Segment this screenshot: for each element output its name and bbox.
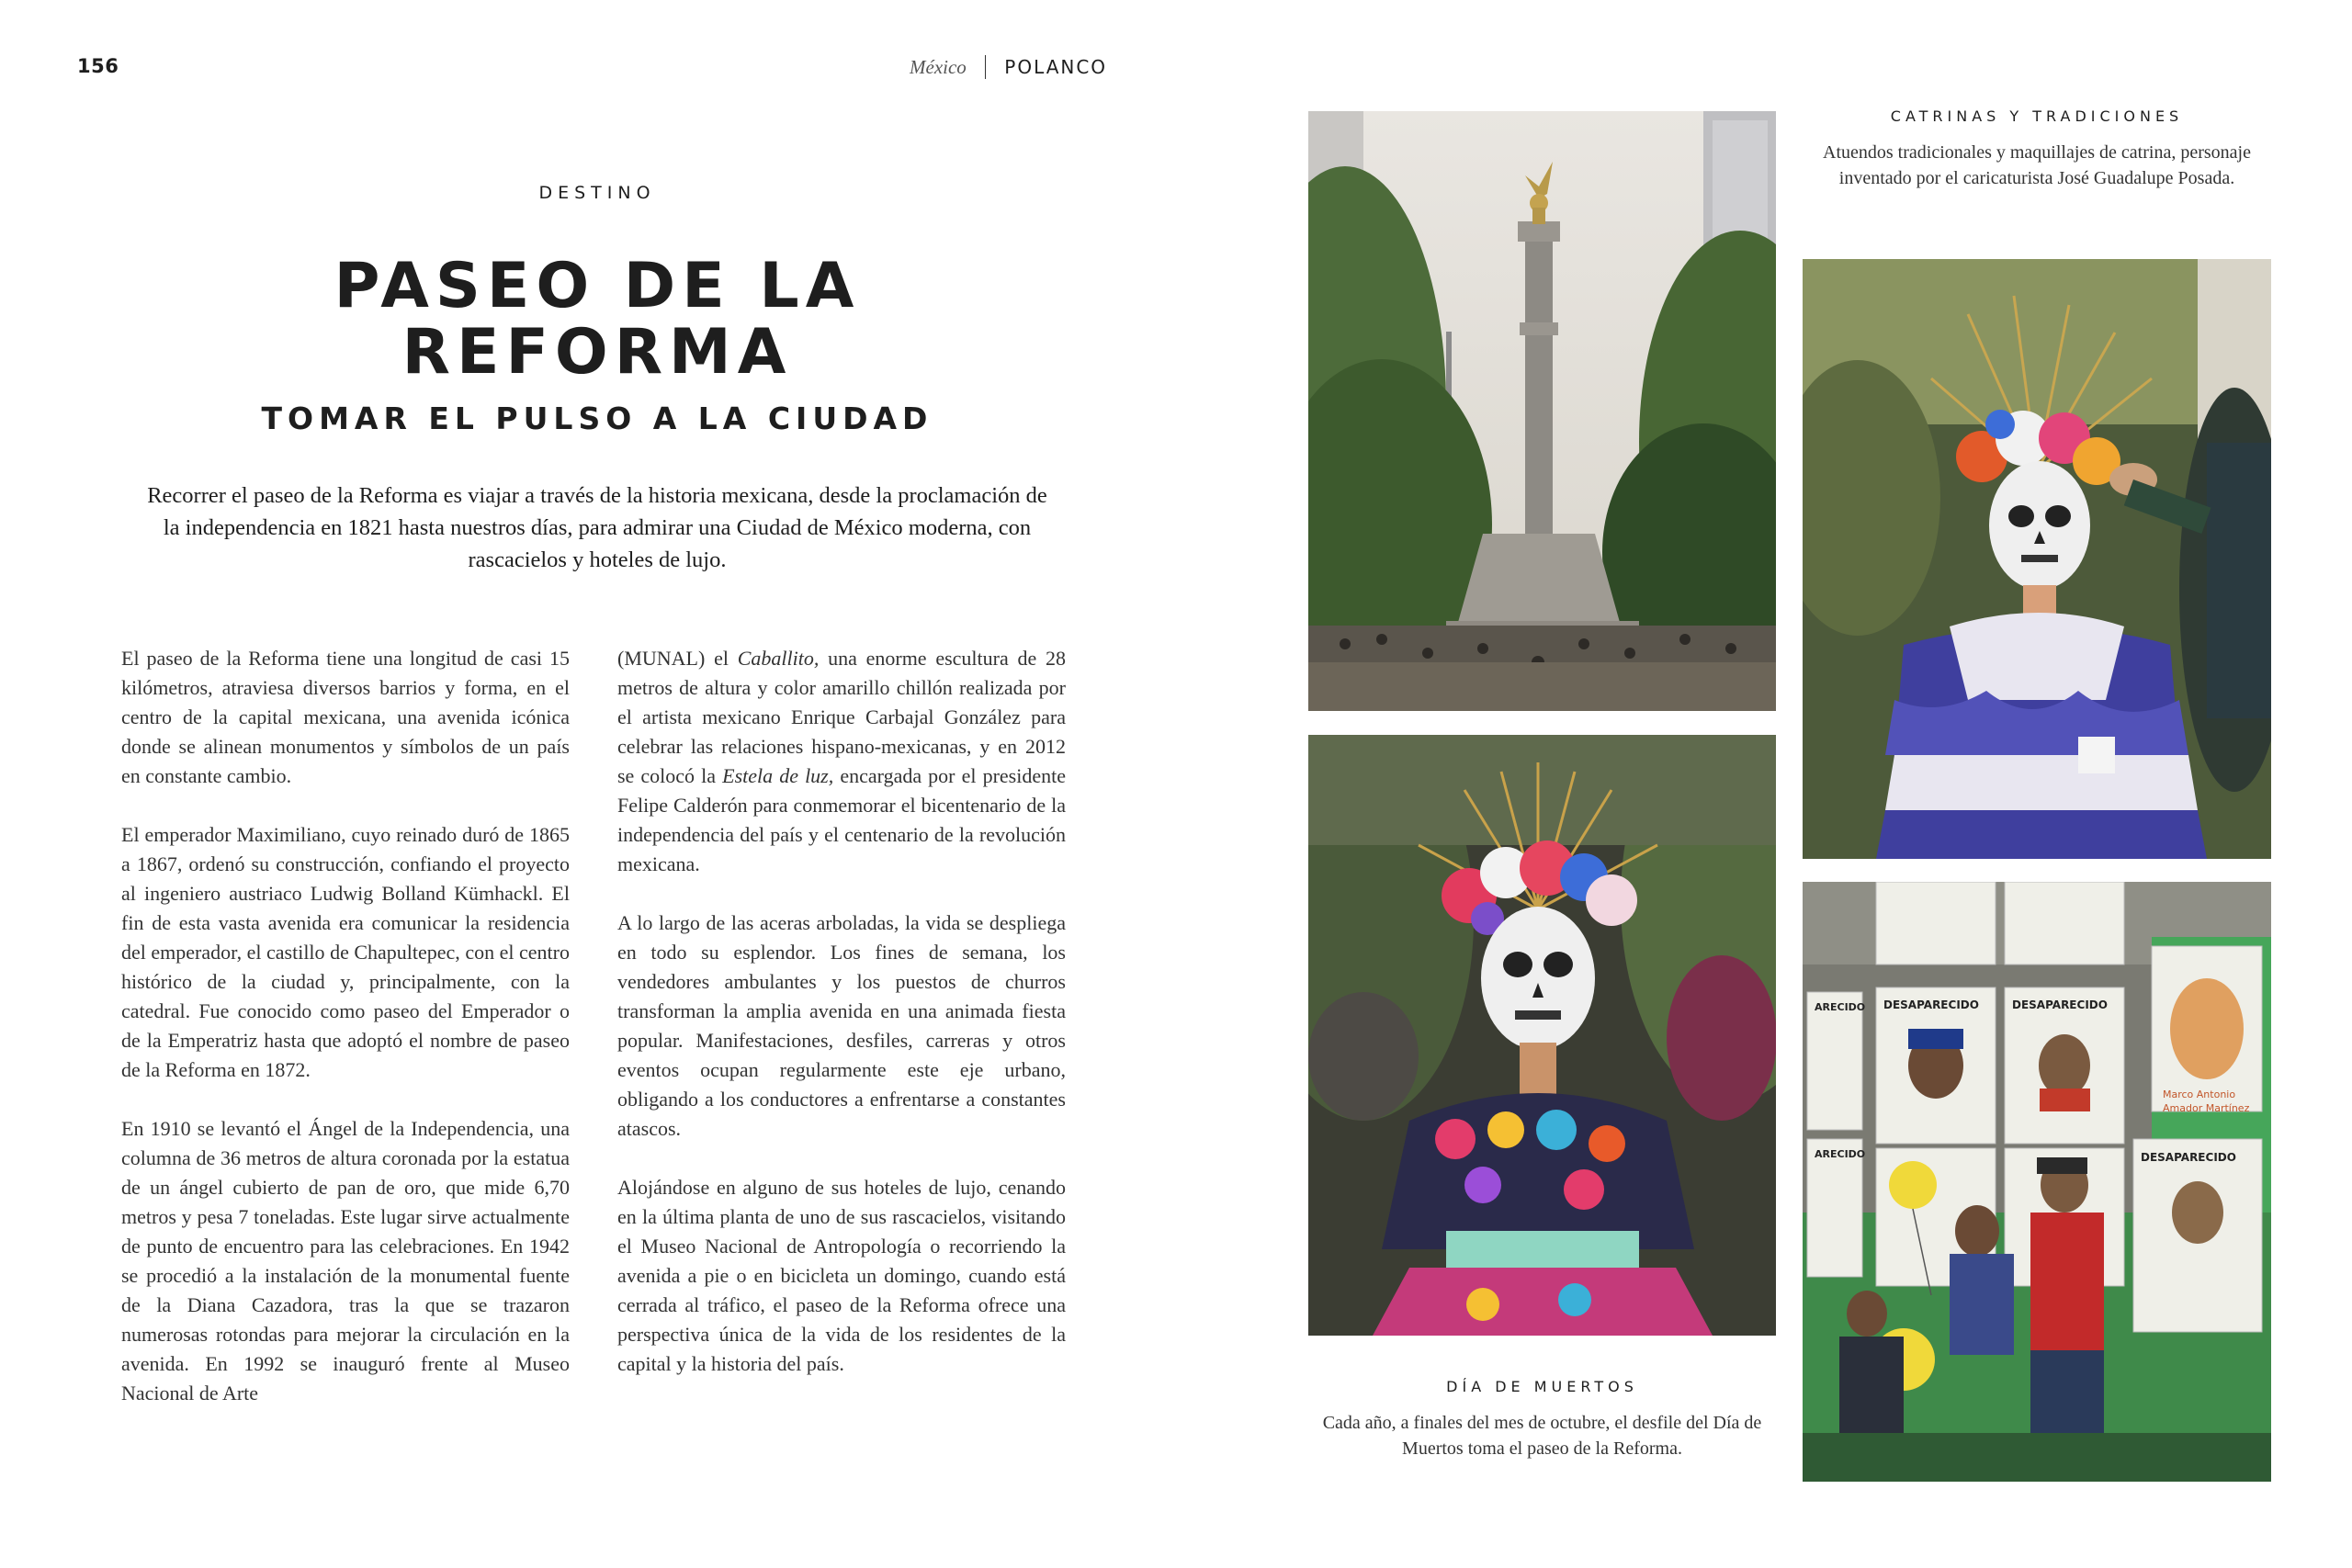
artwork-title-estela: Estela de luz, — [722, 764, 834, 787]
running-header-divider — [985, 55, 987, 79]
page-number: 156 — [77, 55, 119, 77]
running-header — [910, 55, 1107, 79]
poster-name: Marco Antonio — [2163, 1089, 2236, 1100]
photo-angel-independencia — [1308, 111, 1776, 711]
caption-muertos-title: DÍA DE MUERTOS — [1446, 1378, 1638, 1395]
caption-muertos-text: Cada año, a finales del mes de octubre, el desfile del Día de Muertos toma el paseo de la Reforma. — [1322, 1413, 1762, 1459]
photo-catrina-portrait-art — [1803, 259, 2271, 859]
article-title-line-2: REFORMA — [401, 316, 793, 389]
article-title-line-1: PASEO DE LA — [334, 250, 861, 322]
poster-heading: ARECIDO — [1815, 1001, 1866, 1013]
poster-heading: DESAPARECIDO — [2141, 1151, 2236, 1164]
poster-heading: DESAPARECIDO — [2012, 998, 2108, 1011]
body-paragraph: Alojándose en alguno de sus hoteles de lujo, cenando en la última planta de uno de sus rascacielos, visitando el Museo Nacional de Antropología o recorriendo la avenida a pie o en bicicleta un domingo, cuando está cerrada al tráfico, el paseo de la Reforma ofrece una perspectiva única de la vida de los residentes de la capital y la historia del país. — [617, 1176, 1066, 1375]
article-title — [119, 250, 1075, 389]
artwork-title-caballito: Caballito, — [737, 647, 820, 670]
photo-catrina-parade-art — [1308, 735, 1776, 1336]
photo-desaparecidos-wall — [1803, 882, 2271, 1482]
body-paragraph: En 1910 se levantó el Ángel de la Independencia, una columna de 36 metros de altura coronada por la estatua de un ángel cubierto de pan de oro, que mide 6,70 metros y pesa 7 toneladas. Este lugar sirve actualmente de punto de encuentro para las celebraciones. En 1942 se procedió a la instalación de la monumental fuente de la Diana Cazadora, tras la que se trazaron numerosas rotondas para mejorar la circulación en la avenida. En 1992 se inauguró frente al Museo Nacional de Arte — [121, 1117, 570, 1404]
caption-catrinas-text: Atuendos tradicionales y maquillajes de catrina, personaje inventado por el caricaturista José Guadalupe Posada. — [1823, 142, 2251, 188]
body-column-left — [121, 644, 570, 1438]
poster-heading: DESAPARECIDO — [1883, 998, 1979, 1011]
article-subtitle: TOMAR EL PULSO A LA CIUDAD — [261, 400, 933, 436]
body-paragraph: A lo largo de las aceras arboladas, la vida se despliega en todo su esplendor. Los fines de semana, los vendedores ambulantes y los puestos de churros transforman la amplia avenida en una animada fiesta popular. Manifestaciones, desfiles, carreras y otros eventos ocupan regularmente este eje urbano, obligando a los conductores a enfrentarse a constantes atascos. — [617, 911, 1066, 1140]
text-run: encargada por el presidente Felipe Calderón para conmemorar el bicentenario de la independencia del país y el centenario de la revolución mexicana. — [617, 764, 1066, 875]
text-run: una enorme escultura de 28 metros de altura y color amarillo chillón realizada por el artista mexicano Enrique Carbajal González para celebrar las relaciones hispano-mexicanas, y en 2012 se colocó la — [617, 647, 1066, 787]
body-paragraph: El paseo de la Reforma tiene una longitud de casi 15 kilómetros, atraviesa diversos barrios y forma, en el centro de la capital mexicana, una avenida icónica donde se alinean monumentos y símbolos de un país en constante cambio. — [121, 647, 570, 787]
photo-catrina-parade — [1308, 735, 1776, 1336]
running-header-country: México — [910, 55, 967, 78]
poster-name: Amador Martínez — [2163, 1102, 2250, 1114]
article-intro: Recorrer el paseo de la Reforma es viajar a través de la historia mexicana, desde la proclamación de la independencia en 1821 hasta nuestros días, para admirar una Ciudad de México moderna, con rascacielos y hoteles de lujo. — [147, 483, 1047, 572]
body-paragraph — [617, 644, 1066, 879]
photo-catrina-portrait — [1803, 259, 2271, 859]
article-kicker: DESTINO — [538, 183, 656, 203]
text-run: (MUNAL) el — [617, 647, 738, 670]
body-paragraph: El emperador Maximiliano, cuyo reinado duró de 1865 a 1867, ordenó su construcción, confiando el proyecto al ingeniero austriaco Ludwig Bolland Kümhackl. El fin de esta vasta avenida era comunicar la residencia del emperador, el castillo de Chapultepec, con el centro histórico de la ciudad y, principalmente, con la catedral. Fue conocido como paseo del Emperador o de la Emperatriz hasta que adoptó el nombre de paseo de la Reforma en 1872. — [121, 823, 570, 1081]
running-header-section: POLANCO — [1004, 56, 1108, 78]
caption-catrinas-title: CATRINAS Y TRADICIONES — [1890, 107, 2184, 125]
poster-heading: ARECIDO — [1815, 1148, 1866, 1160]
photo-desaparecidos-art — [1803, 882, 2271, 1482]
photo-angel-art — [1308, 111, 1776, 711]
body-column-right — [617, 644, 1066, 1408]
